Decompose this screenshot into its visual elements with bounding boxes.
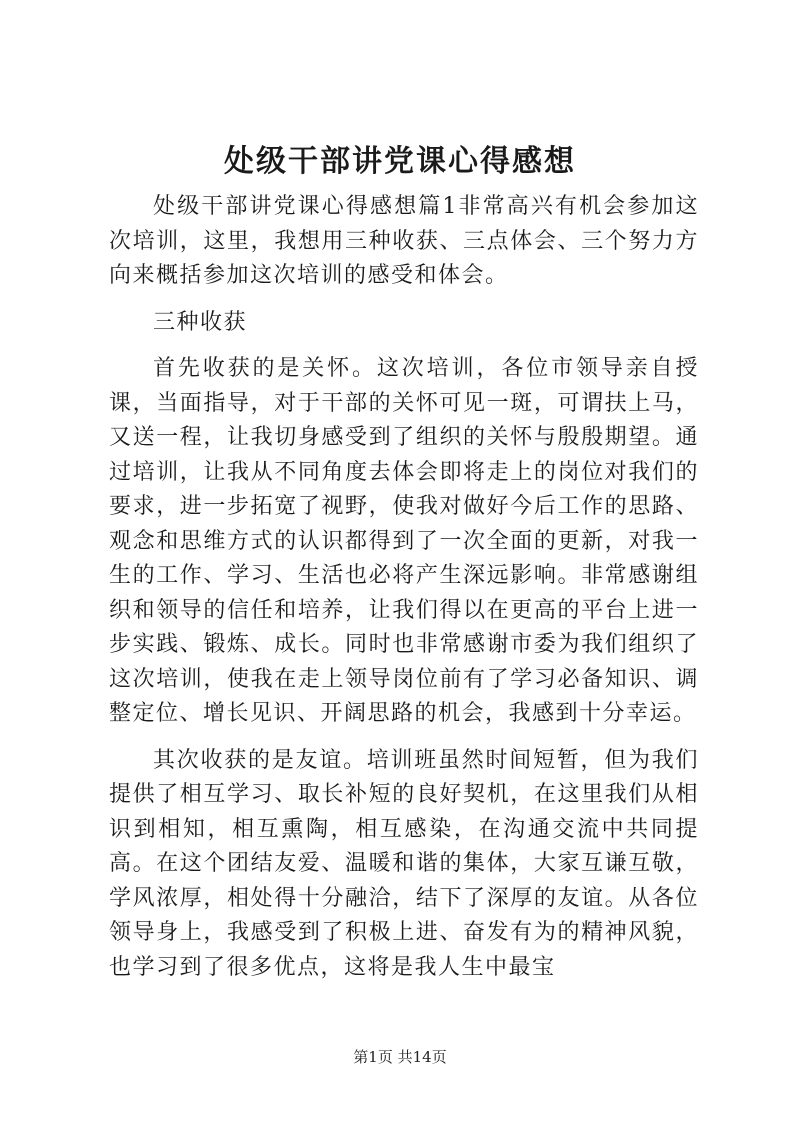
paragraph-care: 首先收获的是关怀。这次培训，各位市领导亲自授课，当面指导，对于干部的关怀可见一斑，可谓扶上马，又送一程，让我切身感受到了组织的关怀与殷殷期望。通过培训，让我从不同角度去体会即将走上的岗位对我们的要求，进一步拓宽了视野，使我对做好今后工作的思路、观念和思维方式的认识都得到了一次全面的更新，对我一生的工作、学习、生活也必将产生深远影响。非常感谢组织和领导的信任和培养，让我们得以在更高的平台上进一步实践、锻炼、成长。同时也非常感谢市委为我们组织了这次培训，使我在走上领导岗位前有了学习必备知识、调整定位、增长见识、开阔思路的机会，我感到十分幸运。 — [109, 356, 699, 726]
page-number: 第1页 共14页 — [353, 1048, 447, 1066]
document-body — [109, 190, 699, 985]
section-heading: 三种收获 — [153, 309, 248, 335]
paragraph-friendship: 其次收获的是友谊。培训班虽然时间短暂，但为我们提供了相互学习、取长补短的良好契机，在这里我们从相识到相知，相互熏陶，相互感染，在沟通交流中共同提高。在这个团结友爱、温暖和谐的集体，大家互谦互敬，学风浓厚，相处得十分融洽，结下了深厚的友谊。从各位领导身上，我感受到了积极上进、奋发有为的精神风貌，也学习到了很多优点，这将是我人生中最宝 — [109, 747, 699, 980]
document-title: 处级干部讲党课心得感想 — [224, 144, 576, 179]
paragraph-intro: 处级干部讲党课心得感想篇1非常高兴有机会参加这次培训，这里，我想用三种收获、三点体会、三个努力方向来概括参加这次培训的感受和体会。 — [109, 194, 699, 288]
